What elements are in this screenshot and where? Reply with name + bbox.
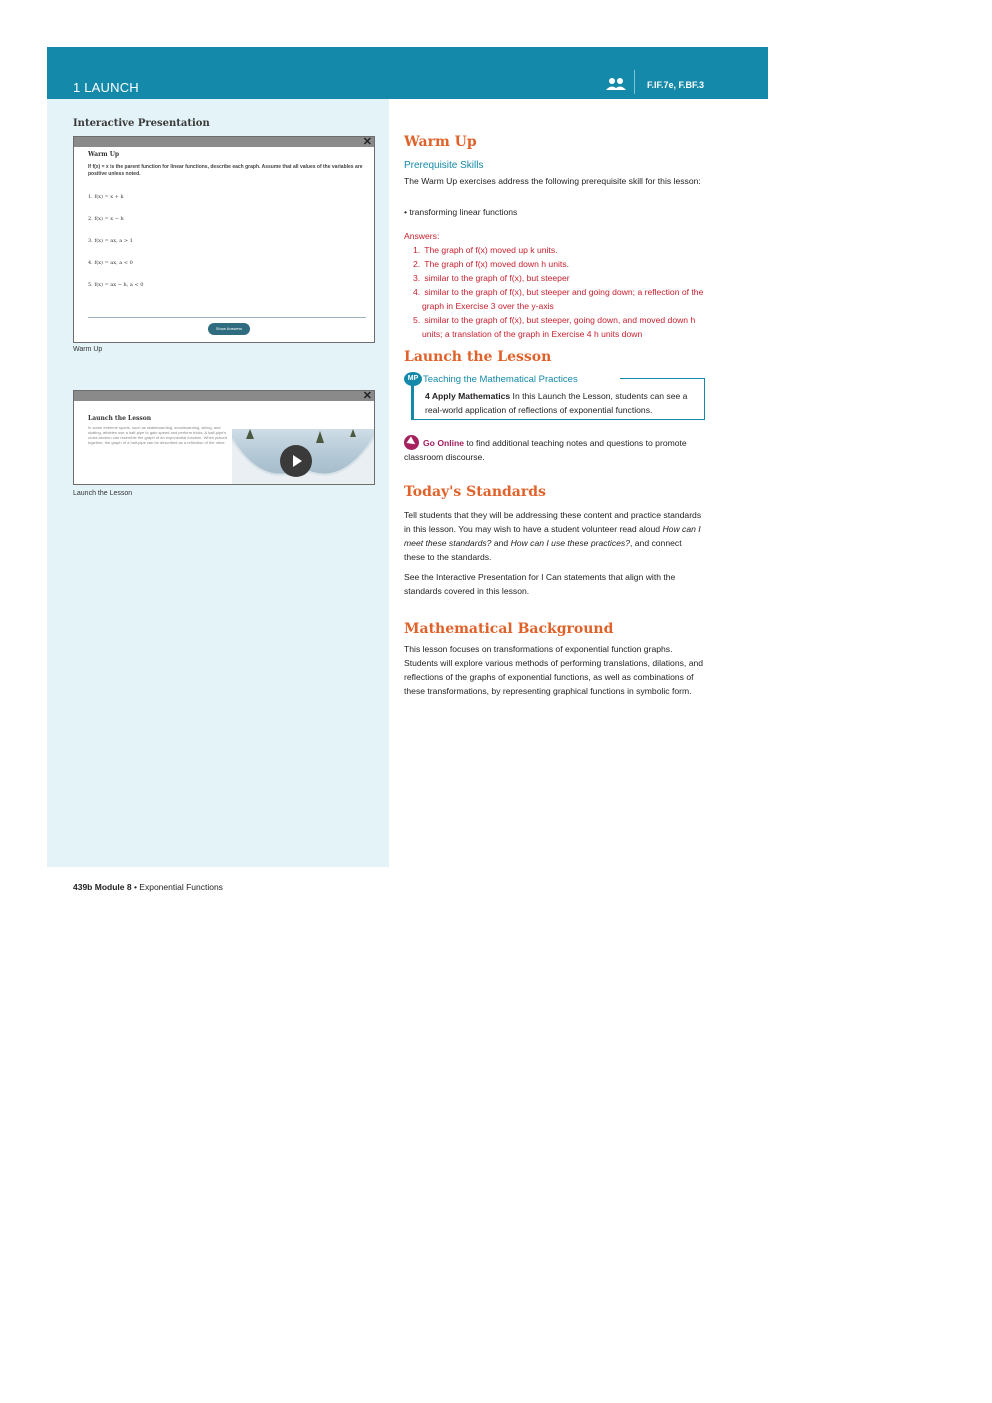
- mp-title: Teaching the Mathematical Practices: [423, 374, 578, 385]
- screen-divider: [88, 317, 366, 318]
- close-icon[interactable]: ✕: [362, 390, 372, 402]
- header-standards: F.IF.7e, F.BF.3: [647, 80, 705, 90]
- prereq-text: The Warm Up exercises address the following prerequisite skill for this lesson:: [404, 176, 701, 186]
- answer-item: 5. similar to the graph of f(x), but steeper, going down, and moved down h units; a translation of the graph in Exercise 4 h units down: [413, 315, 696, 339]
- page-number: 439b: [73, 882, 93, 892]
- mp-text: 4 Apply Mathematics In this Launch the Lesson, students can see a real-world application of reflections of exponential functions.: [425, 391, 688, 415]
- answer-item: 3. similar to the graph of f(x), but steeper: [413, 273, 570, 283]
- warmup-item: 5. f(x) = ax − h, a < 0: [88, 282, 144, 288]
- answers-label: Answers:: [404, 231, 440, 241]
- standards-note: See the Interactive Presentation for I Can statements that align with the standards covered in this lesson.: [404, 572, 676, 596]
- launch-caption: Launch the Lesson: [73, 490, 133, 497]
- warmup-screen-title: Warm Up: [88, 151, 120, 158]
- prereq-bullet: • transforming linear functions: [404, 207, 518, 217]
- standards-paragraph: Tell students that they will be addressing these content and practice standards in this lesson. You may wish to have a student volunteer read aloud How can I meet these standards? and How can I use these practices?, and connect these to the standards.: [404, 510, 702, 562]
- warmup-item: 4. f(x) = ax, a < 0: [88, 260, 133, 266]
- section-header: [47, 47, 768, 99]
- section-title: 1 LAUNCH: [73, 80, 139, 95]
- close-icon[interactable]: ✕: [362, 136, 372, 148]
- launch-heading: Launch the Lesson: [404, 349, 552, 365]
- warmup-screen-prompt: If f(x) = x is the parent function for linear functions, describe each graph. Assume that all values of the variables are positive unless noted.: [88, 164, 363, 177]
- header-divider: [634, 70, 635, 94]
- warmup-item: 3. f(x) = ax, a > 1: [88, 238, 133, 244]
- warmup-screen-thumbnail[interactable]: [73, 136, 375, 343]
- module-label: Module 8: [94, 882, 132, 892]
- mp-callout-rule: [620, 378, 705, 379]
- launch-screen-thumbnail[interactable]: [73, 390, 375, 485]
- answers-list: [404, 243, 704, 341]
- page-footer: 439b Module 8 • Exponential Functions: [73, 882, 223, 892]
- module-title: Exponential Functions: [139, 882, 223, 892]
- warmup-heading: Warm Up: [404, 134, 477, 150]
- warmup-item: 1. f(x) = x + k: [88, 194, 124, 200]
- answer-item: 2. The graph of f(x) moved down h units.: [413, 259, 569, 269]
- mp-icon: MP: [404, 372, 422, 386]
- warmup-item: 2. f(x) = x − h: [88, 216, 124, 222]
- background-text: This lesson focuses on transformations of exponential function graphs. Students will explore various methods of performing translations, dilations, and reflections of the graphs of exponential functions, as well as combinations of these transformations, by representing graphical functions in symbolic form.: [404, 644, 704, 696]
- launch-screen-title: Launch the Lesson: [88, 415, 152, 422]
- group-icon: [606, 77, 626, 91]
- prereq-label: Prerequisite Skills: [404, 160, 484, 171]
- answer-item: 1. The graph of f(x) moved up k units.: [413, 245, 558, 255]
- show-answers-button[interactable]: Show Answers: [208, 323, 250, 335]
- interactive-presentation-heading: Interactive Presentation: [73, 118, 210, 129]
- go-online-link[interactable]: Go Online: [423, 438, 465, 448]
- answer-item: 4. similar to the graph of f(x), but steeper and going down; a reflection of the graph in Exercise 3 over the y-axis: [413, 287, 704, 311]
- screen-titlebar: [74, 137, 374, 147]
- standards-heading: Today's Standards: [404, 484, 546, 500]
- warmup-caption: Warm Up: [73, 346, 103, 353]
- go-online-text: Go Online to find additional teaching notes and questions to promote classroom discourse.: [404, 438, 687, 462]
- play-icon[interactable]: [280, 445, 312, 477]
- launch-screen-text: In some extreme sports, such as skateboarding, snowboarding, skiing, and skating, athletes use a half-pipe to gain speed and perform tricks. A half-pipe's cross-section can resemble the graph of an exponential function. When placed together, the graph of a half-pipe can be described as a reflection of the other.: [88, 425, 227, 445]
- background-heading: Mathematical Background: [404, 621, 614, 637]
- screen-titlebar: [74, 391, 374, 401]
